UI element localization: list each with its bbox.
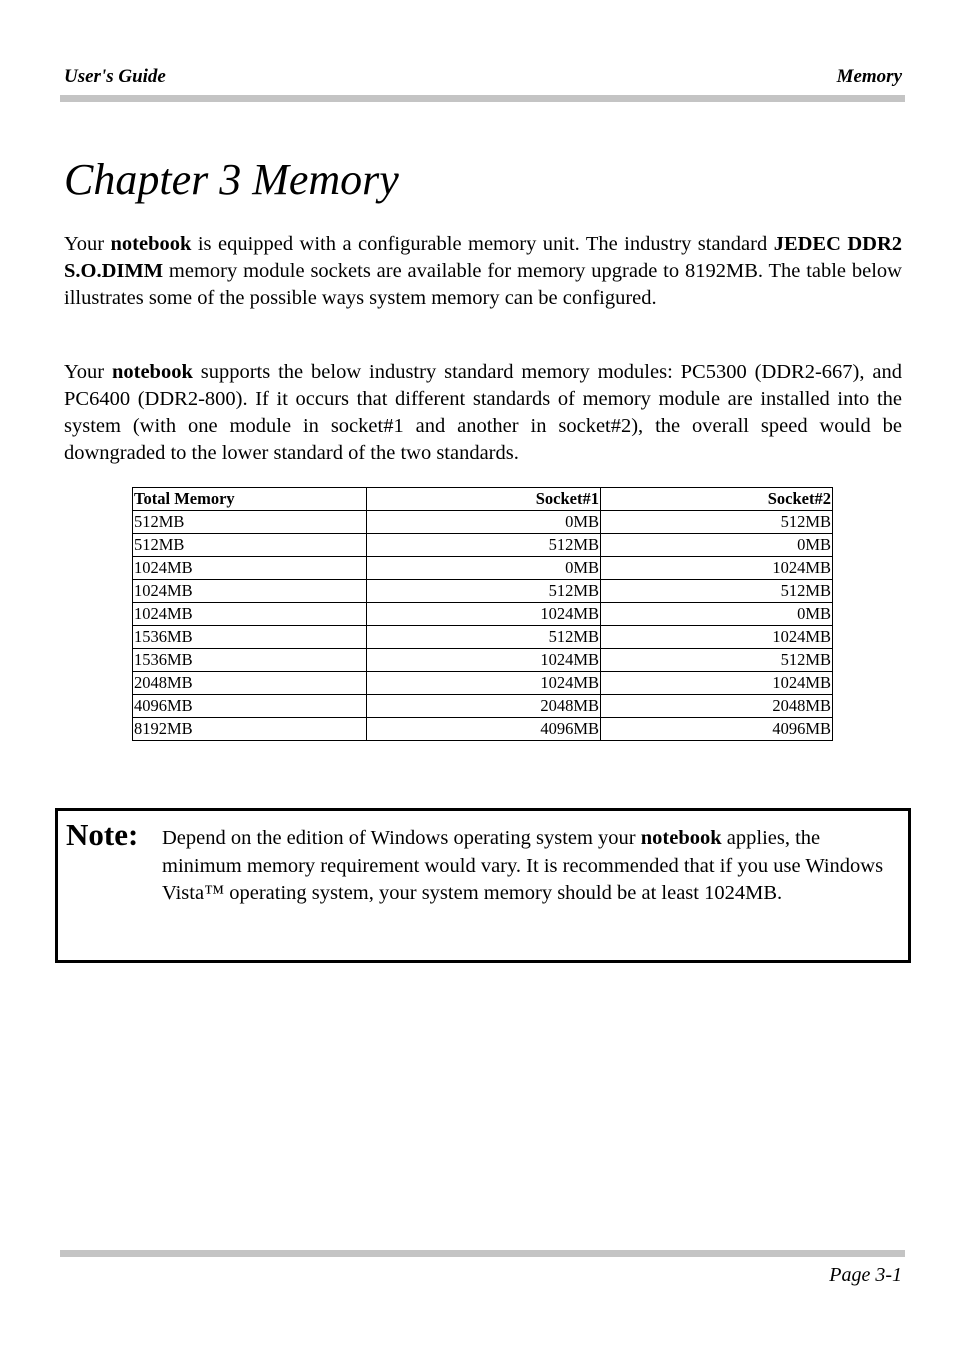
modules-text-1: Your <box>64 361 112 383</box>
socket2-cell: 512MB <box>601 649 833 672</box>
note-text-2: applies, the minimum memory requirement would vary. It is recommended that if you use Windows Vista™ operating system, your system memory should be at least 1024MB. <box>162 827 884 904</box>
chapter-title: Chapter 3 Memory <box>64 155 399 204</box>
header-section-title: Memory <box>836 66 902 87</box>
socket2-cell: 2048MB <box>601 695 833 718</box>
socket1-cell: 2048MB <box>367 695 601 718</box>
table-row <box>133 580 833 603</box>
total-memory-cell: 1536MB <box>133 649 367 672</box>
total-memory-cell: 2048MB <box>133 672 367 695</box>
socket1-cell: 1024MB <box>367 672 601 695</box>
intro-paragraph <box>64 231 902 312</box>
memory-config-table <box>132 487 833 741</box>
socket1-cell: 512MB <box>367 580 601 603</box>
total-memory-cell: 1024MB <box>133 603 367 626</box>
socket2-cell: 1024MB <box>601 557 833 580</box>
intro-text-3: memory module sockets are available for memory upgrade to 8192MB. The table below illustrates some of the possible ways system memory can be configured. <box>64 260 902 309</box>
total-memory-cell: 1024MB <box>133 557 367 580</box>
socket1-cell: 0MB <box>367 557 601 580</box>
modules-text-2: supports the below industry standard memory modules: PC5300 (DDR2-667), and PC6400 (DDR2-800). If it occurs that different standards of memory module are installed into the system (with one module in socket#1 and another in socket#2), the overall speed would be downgraded to the lower standard of the two standards. <box>64 361 902 464</box>
table-row <box>133 718 833 741</box>
note-text-1: Depend on the edition of Windows operating system your <box>162 827 641 849</box>
page-number: Page 3-1 <box>829 1264 902 1286</box>
column-header-total-memory: Total Memory <box>133 488 367 511</box>
socket1-cell: 0MB <box>367 511 601 534</box>
note-bold-notebook: notebook <box>640 827 722 849</box>
table-row <box>133 626 833 649</box>
total-memory-cell: 4096MB <box>133 695 367 718</box>
intro-bold-jedec: JEDEC DDR2 S.O.DIMM <box>64 233 902 282</box>
table-row <box>133 511 833 534</box>
header-guide-title: User's Guide <box>64 66 166 87</box>
socket1-cell: 4096MB <box>367 718 601 741</box>
column-header-socket2: Socket#2 <box>601 488 833 511</box>
socket1-cell: 512MB <box>367 534 601 557</box>
intro-text-1: Your <box>64 233 111 255</box>
total-memory-cell: 8192MB <box>133 718 367 741</box>
intro-bold-notebook: notebook <box>110 233 192 255</box>
note-text <box>162 825 900 908</box>
total-memory-cell: 512MB <box>133 511 367 534</box>
table-row <box>133 649 833 672</box>
footer-rule <box>60 1250 905 1257</box>
socket2-cell: 1024MB <box>601 672 833 695</box>
table-row <box>133 534 833 557</box>
column-header-socket1: Socket#1 <box>367 488 601 511</box>
modules-paragraph <box>64 359 902 467</box>
table-header-row <box>133 488 833 511</box>
table-row <box>133 603 833 626</box>
socket2-cell: 0MB <box>601 534 833 557</box>
table-row <box>133 557 833 580</box>
total-memory-cell: 1536MB <box>133 626 367 649</box>
table-row <box>133 672 833 695</box>
total-memory-cell: 1024MB <box>133 580 367 603</box>
socket1-cell: 1024MB <box>367 603 601 626</box>
header-rule <box>60 95 905 102</box>
socket1-cell: 1024MB <box>367 649 601 672</box>
socket2-cell: 512MB <box>601 580 833 603</box>
socket2-cell: 512MB <box>601 511 833 534</box>
socket2-cell: 0MB <box>601 603 833 626</box>
socket2-cell: 1024MB <box>601 626 833 649</box>
socket2-cell: 4096MB <box>601 718 833 741</box>
total-memory-cell: 512MB <box>133 534 367 557</box>
socket1-cell: 512MB <box>367 626 601 649</box>
note-box <box>55 808 911 963</box>
table-row <box>133 695 833 718</box>
note-label: Note: <box>66 817 139 852</box>
intro-text-2: is equipped with a configurable memory unit. The industry standard <box>191 233 774 255</box>
modules-bold-notebook: notebook <box>111 361 193 383</box>
